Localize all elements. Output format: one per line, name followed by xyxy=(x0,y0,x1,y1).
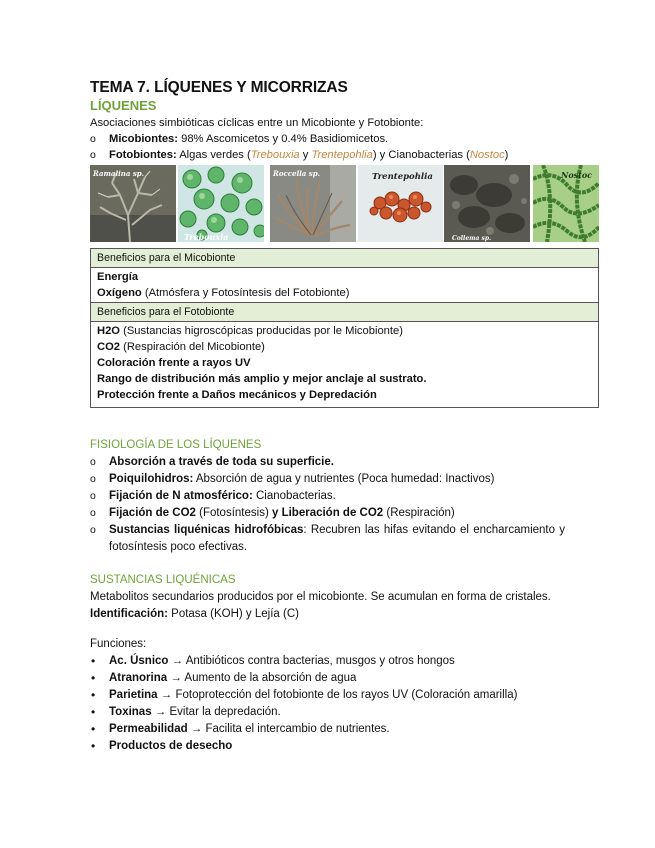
image-label: Ramalina sp. xyxy=(93,169,145,178)
conjunction: y xyxy=(299,149,312,161)
benefit-bold: CO2 xyxy=(97,341,121,353)
benefit-bold: Protección frente a Daños mecánicos y Depredación xyxy=(97,389,377,401)
table-row xyxy=(97,323,592,339)
item-text: → Antibióticos contra bacterias, musgos y otros hongos xyxy=(168,655,455,667)
table-row xyxy=(97,355,592,371)
section-heading-liquenes: LÍQUENES xyxy=(90,98,157,113)
item-text: Cianobacterias. xyxy=(252,490,336,502)
table-row xyxy=(97,285,592,301)
item-text: → Evitar la depredación. xyxy=(151,706,281,718)
item-bold: Fijación de N atmosférico: xyxy=(109,490,253,502)
fotobiontes-text: Algas verdes ( xyxy=(176,149,251,161)
trentepohlia-name: Trentepohlia xyxy=(311,149,373,161)
identificacion-label: Identificación: xyxy=(90,608,168,620)
identificacion-text: Potasa (KOH) y Lejía (C) xyxy=(167,608,299,620)
item-bold: Fijación de CO2 xyxy=(109,507,196,519)
identificacion-line xyxy=(90,606,565,623)
collema-photo xyxy=(444,165,530,242)
item-text: (Fotosíntesis) xyxy=(195,507,272,519)
list-item xyxy=(90,147,565,163)
nostoc-photo xyxy=(533,165,599,242)
section-heading-fisiologia: FISIOLOGÍA DE LOS LÍQUENES xyxy=(90,439,262,451)
fotobiontes-text: ) xyxy=(504,149,509,161)
sustancias-section xyxy=(90,572,565,755)
page xyxy=(90,78,593,755)
benefit-text: (Respiración del Micobionte) xyxy=(120,341,265,353)
list-item xyxy=(90,721,565,738)
fotobionte-benefits xyxy=(91,322,599,408)
fisiologia-section xyxy=(90,437,565,556)
list-item xyxy=(90,471,565,488)
micobionte-benefits xyxy=(91,268,599,303)
list-item xyxy=(90,454,565,471)
item-bold: y Liberación de CO2 xyxy=(271,507,384,519)
roccella-photo xyxy=(270,165,356,242)
item-bold: Parietina xyxy=(109,689,158,701)
item-bold: Productos de desecho xyxy=(109,740,233,752)
benefit-bold: Coloración frente a rayos UV xyxy=(97,357,251,369)
image-label: Collema sp. xyxy=(452,235,492,242)
item-text: Absorción de agua y nutrientes (Poca humedad: Inactivos) xyxy=(193,473,495,485)
benefit-text: (Sustancias higroscópicas producidas por le Micobionte) xyxy=(120,325,403,337)
liquenes-intro: Asociaciones simbióticas cíclicas entre un Micobionte y Fotobionte: xyxy=(90,117,424,129)
item-bold: Toxinas xyxy=(109,706,152,718)
benefit-bold: H2O xyxy=(97,325,121,337)
micobionte-header: Beneficios para el Micobionte xyxy=(91,249,599,268)
nostoc-name: Nostoc xyxy=(469,149,505,161)
list-item xyxy=(90,738,565,755)
list-item xyxy=(90,704,565,721)
benefit-bold: Rango de distribución más amplio y mejor anclaje al sustrato. xyxy=(97,373,427,385)
section-heading-sustancias: SUSTANCIAS LIQUÉNICAS xyxy=(90,574,236,586)
list-item xyxy=(90,505,565,522)
lichen-photo-strip xyxy=(90,165,593,243)
table-row xyxy=(97,371,592,387)
sustancias-description: Metabolitos secundarios producidos por el micobionte. Se acumulan en forma de cristales. xyxy=(90,591,551,603)
item-bold: Permeabilidad xyxy=(109,723,188,735)
micobiontes-label: Micobiontes: xyxy=(109,133,178,145)
fisiologia-list xyxy=(90,454,565,556)
benefit-bold: Oxígeno xyxy=(97,287,142,299)
trentepohlia-photo xyxy=(358,165,443,242)
table-row xyxy=(97,339,592,355)
image-label: Nostoc xyxy=(561,170,593,180)
list-item xyxy=(90,687,565,704)
list-item xyxy=(90,670,565,687)
image-label: Trentepohlia xyxy=(372,172,433,182)
funciones-list xyxy=(90,653,565,755)
item-text: → Aumento de la absorción de agua xyxy=(167,672,357,684)
list-item xyxy=(90,488,565,505)
item-text: → Facilita el intercambio de nutrientes. xyxy=(187,723,390,735)
table-row xyxy=(97,387,592,403)
item-bold: Poiquilohidros: xyxy=(109,473,194,485)
fotobiontes-label: Fotobiontes: xyxy=(109,149,177,161)
list-item xyxy=(90,522,565,556)
symbiont-list xyxy=(90,131,565,163)
item-text: (Respiración) xyxy=(383,507,455,519)
trebouxia-photo xyxy=(178,165,264,242)
fotobionte-header: Beneficios para el Fotobionte xyxy=(91,303,599,322)
list-item xyxy=(90,131,565,147)
item-bold: Sustancias liquénicas hidrofóbicas xyxy=(109,524,304,536)
benefits-table xyxy=(90,248,599,408)
item-bold: Absorción a través de toda su superficie. xyxy=(109,456,334,468)
benefit-text: (Atmósfera y Fotosíntesis del Fotobionte) xyxy=(141,287,350,299)
ramalina-photo xyxy=(90,165,176,242)
table-row xyxy=(97,269,592,285)
item-bold: Atranorina xyxy=(109,672,168,684)
image-label: Trebouxia xyxy=(184,232,229,242)
fotobiontes-text: ) y Cianobacterias ( xyxy=(372,149,470,161)
list-item xyxy=(90,653,565,670)
item-text: → Fotoprotección del fotobionte de los rayos UV (Coloración amarilla) xyxy=(157,689,518,701)
micobiontes-text: 98% Ascomicetos y 0.4% Basidiomicetos. xyxy=(178,133,389,145)
benefit-bold: Energía xyxy=(97,271,139,283)
trebouxia-name: Trebouxia xyxy=(250,149,300,161)
page-title: TEMA 7. LÍQUENES Y MICORRIZAS xyxy=(90,79,348,96)
funciones-label: Funciones: xyxy=(90,638,147,650)
item-text: : Recubren las hifas evitando el encharcamiento y fotosíntesis poco efectivas. xyxy=(109,524,565,553)
item-bold: Ac. Úsnico xyxy=(109,655,169,667)
image-label: Roccella sp. xyxy=(273,169,321,178)
